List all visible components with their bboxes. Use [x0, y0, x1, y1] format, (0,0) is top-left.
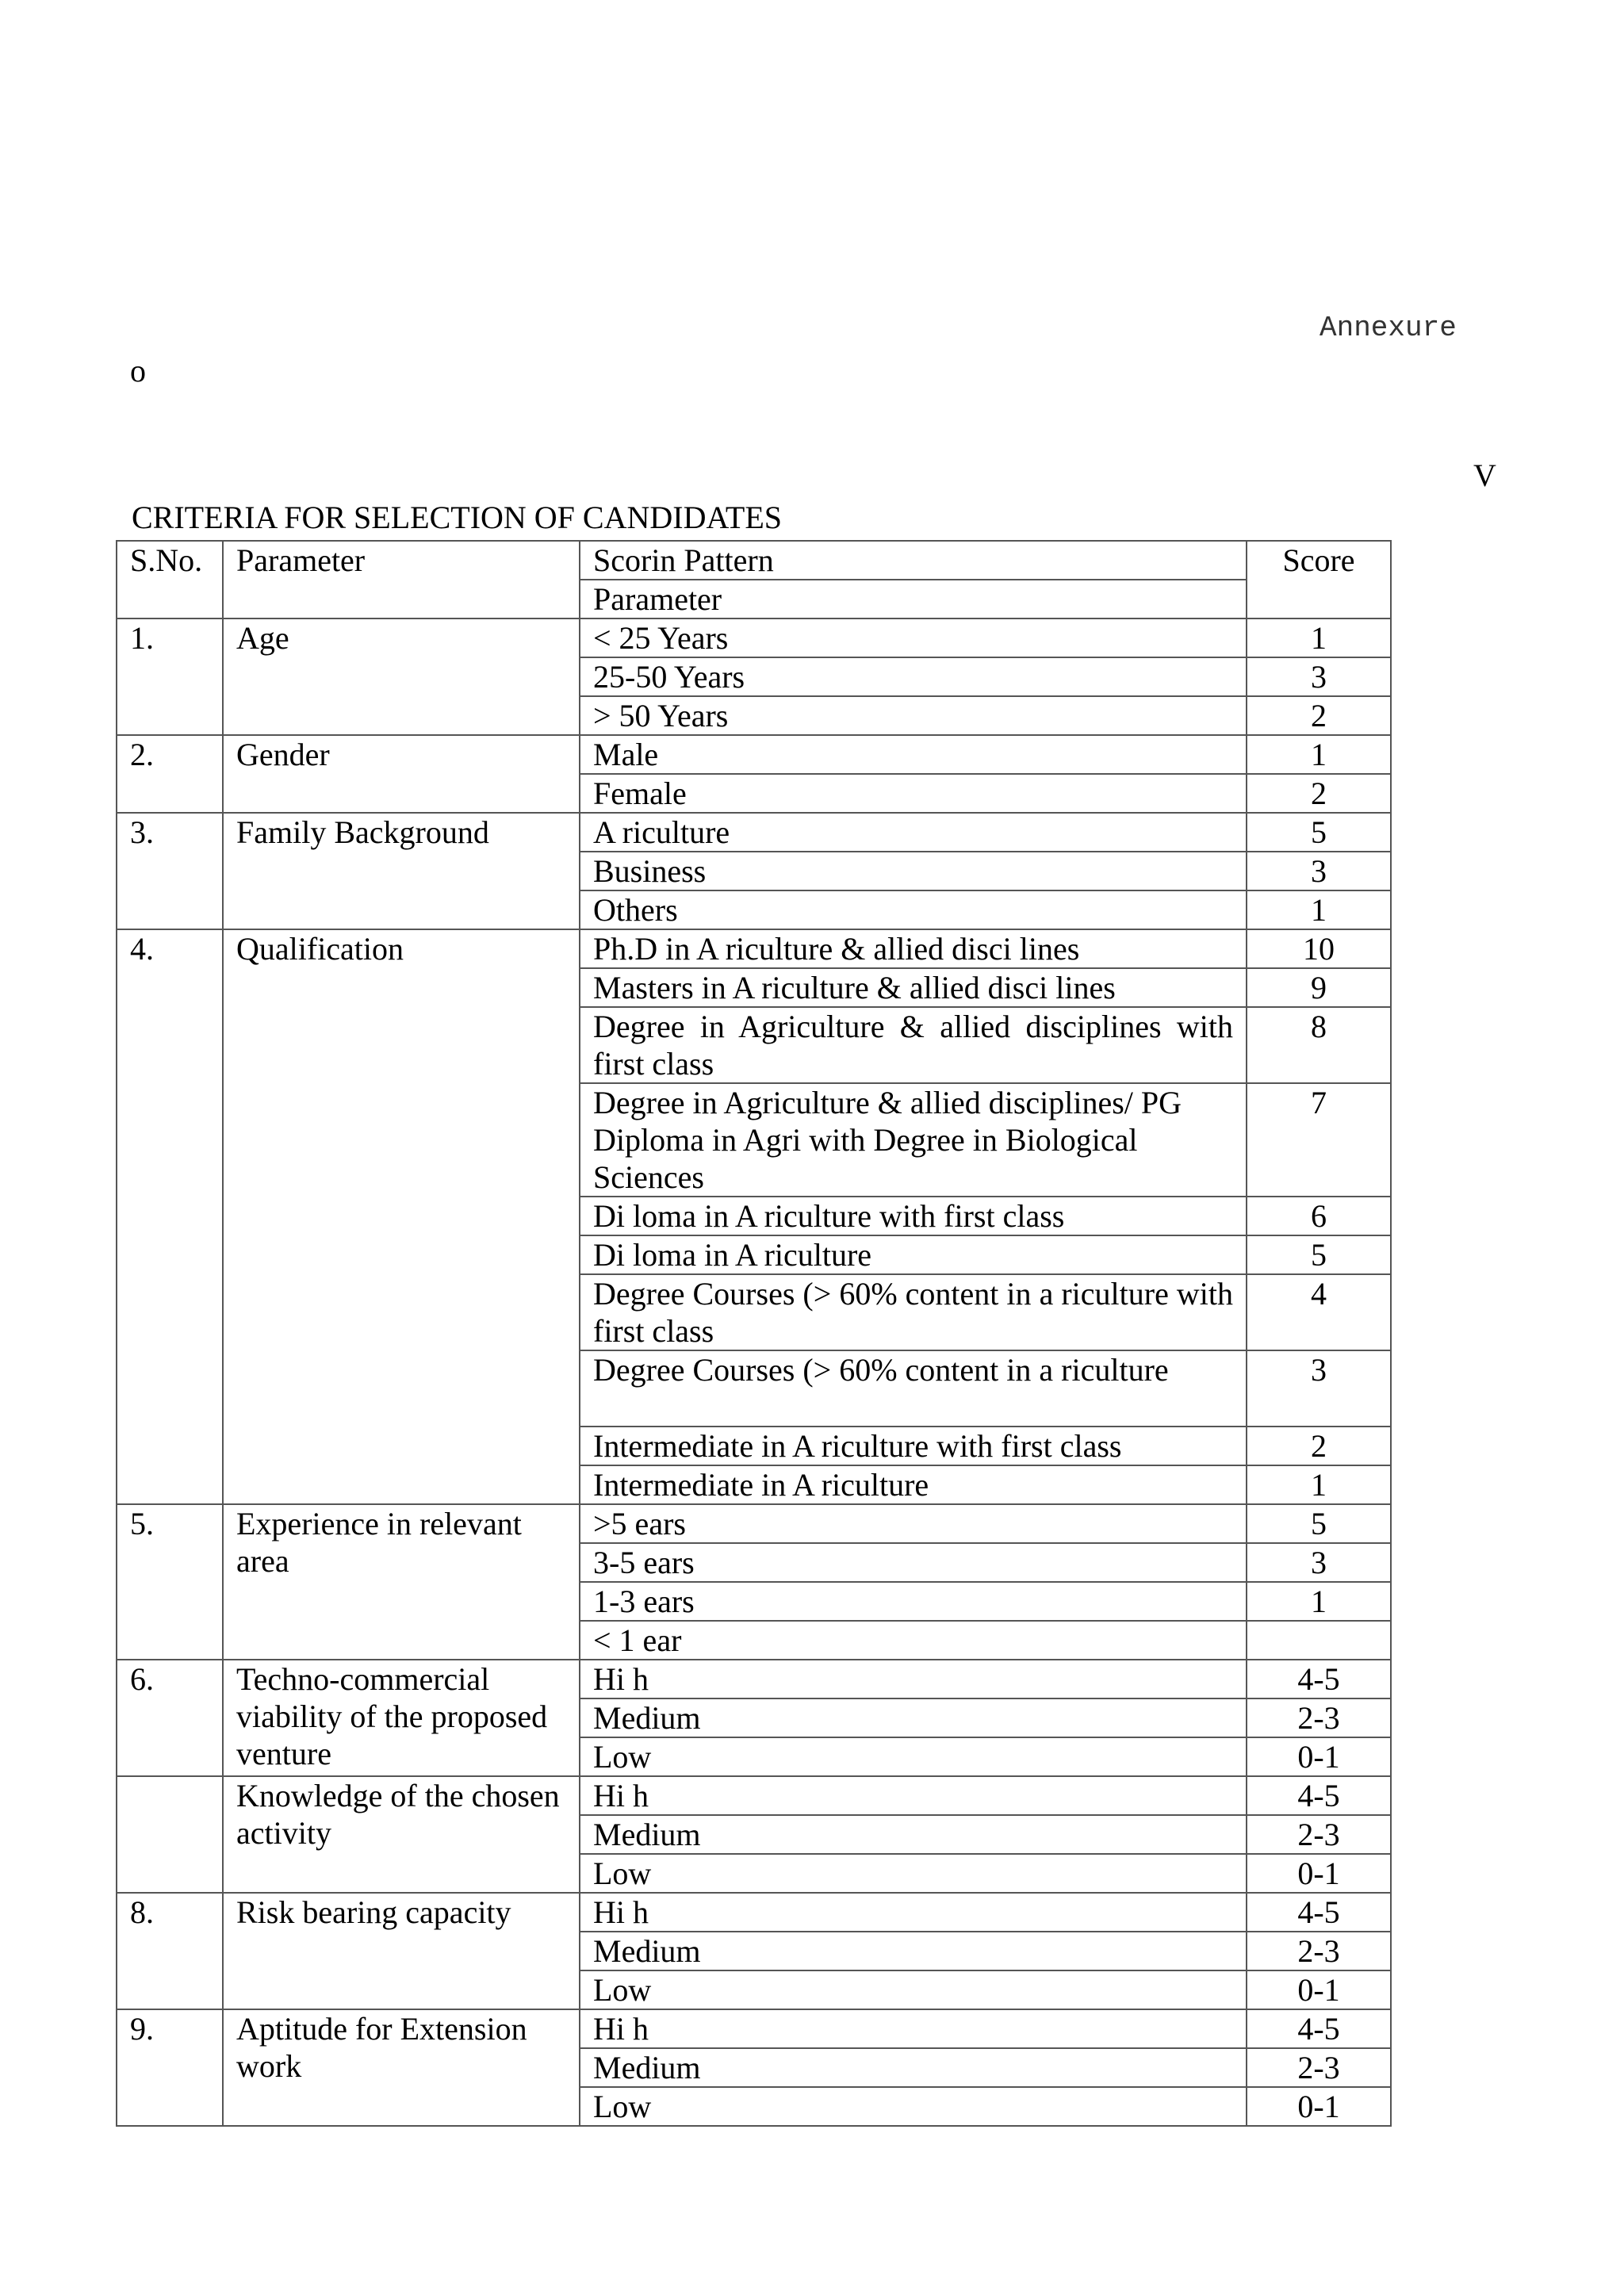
- cell-score: 1: [1247, 890, 1391, 929]
- cell-parameter: Gender: [223, 735, 580, 813]
- header-sno: S.No.: [117, 541, 223, 618]
- document-title: CRITERIA FOR SELECTION OF CANDIDATES: [132, 500, 783, 535]
- cell-scoring-pattern: Others: [580, 890, 1247, 929]
- cell-score: 6: [1247, 1197, 1391, 1235]
- cell-scoring-pattern: Hi h: [580, 1893, 1247, 1932]
- cell-sno: 5.: [117, 1504, 223, 1660]
- cell-scoring-pattern: >5 ears: [580, 1504, 1247, 1543]
- cell-sno: 4.: [117, 929, 223, 1504]
- cell-score: 7: [1247, 1083, 1391, 1197]
- cell-sno: 9.: [117, 2009, 223, 2126]
- cell-score: 1: [1247, 1465, 1391, 1504]
- cell-scoring-pattern: Degree in Agriculture & allied disciplines/ PG Diploma in Agri with Degree in Biological Sciences: [580, 1083, 1247, 1197]
- cell-scoring-pattern: Degree Courses (> 60% content in a riculture with first class: [580, 1274, 1247, 1350]
- table-row: [117, 735, 1391, 774]
- table-row: [117, 1776, 1391, 1815]
- cell-scoring-pattern: 3-5 ears: [580, 1543, 1247, 1582]
- cell-scoring-pattern: > 50 Years: [580, 696, 1247, 735]
- cell-scoring-pattern: 25-50 Years: [580, 657, 1247, 696]
- stray-letter-o: o: [130, 353, 146, 389]
- cell-scoring-pattern: Di loma in A riculture: [580, 1235, 1247, 1274]
- cell-sno: 8.: [117, 1893, 223, 2009]
- cell-score: 2-3: [1247, 1932, 1391, 1970]
- cell-scoring-pattern: A riculture: [580, 813, 1247, 852]
- cell-score: 5: [1247, 1504, 1391, 1543]
- cell-scoring-pattern: Low: [580, 1854, 1247, 1893]
- cell-score: 0-1: [1247, 1737, 1391, 1776]
- header-parameter: Parameter: [223, 541, 580, 618]
- cell-score: 0-1: [1247, 1970, 1391, 2009]
- cell-scoring-pattern: Hi h: [580, 2009, 1247, 2048]
- cell-score: 2-3: [1247, 2048, 1391, 2087]
- cell-score: 2: [1247, 1427, 1391, 1465]
- cell-scoring-pattern: Medium: [580, 1698, 1247, 1737]
- cell-score: 5: [1247, 813, 1391, 852]
- cell-score: 3: [1247, 657, 1391, 696]
- cell-score: [1247, 1621, 1391, 1660]
- cell-scoring-pattern: Di loma in A riculture with first class: [580, 1197, 1247, 1235]
- cell-scoring-pattern: Business: [580, 852, 1247, 890]
- cell-scoring-pattern: Intermediate in A riculture with first class: [580, 1427, 1247, 1465]
- cell-parameter: Experience in relevant area: [223, 1504, 580, 1660]
- cell-score: 3: [1247, 1543, 1391, 1582]
- header-score: Score: [1247, 541, 1391, 618]
- cell-score: 9: [1247, 968, 1391, 1007]
- cell-scoring-pattern: < 25 Years: [580, 618, 1247, 657]
- cell-parameter: Aptitude for Extension work: [223, 2009, 580, 2126]
- cell-scoring-pattern: Female: [580, 774, 1247, 813]
- cell-score: 1: [1247, 1582, 1391, 1621]
- cell-scoring-pattern: < 1 ear: [580, 1621, 1247, 1660]
- cell-score: 8: [1247, 1007, 1391, 1083]
- cell-score: 10: [1247, 929, 1391, 968]
- table-row: [117, 1504, 1391, 1543]
- cell-scoring-pattern: Ph.D in A riculture & allied disci lines: [580, 929, 1247, 968]
- cell-score: 1: [1247, 735, 1391, 774]
- cell-score: 1: [1247, 618, 1391, 657]
- table-row: [117, 1893, 1391, 1932]
- cell-score: 3: [1247, 1350, 1391, 1427]
- cell-score: 2: [1247, 774, 1391, 813]
- cell-parameter: Qualification: [223, 929, 580, 1504]
- cell-sno: 1.: [117, 618, 223, 735]
- table-row: [117, 618, 1391, 657]
- cell-scoring-pattern: Hi h: [580, 1660, 1247, 1698]
- cell-scoring-pattern: Hi h: [580, 1776, 1247, 1815]
- cell-score: 4-5: [1247, 1776, 1391, 1815]
- cell-parameter: Family Background: [223, 813, 580, 929]
- header-scoring-pattern: Scorin Pattern: [580, 541, 1247, 580]
- cell-scoring-pattern: Degree Courses (> 60% content in a riculture: [580, 1350, 1247, 1427]
- table-row: [117, 813, 1391, 852]
- table-header-row: [117, 541, 1391, 580]
- cell-scoring-pattern: Male: [580, 735, 1247, 774]
- cell-scoring-pattern: Medium: [580, 2048, 1247, 2087]
- cell-score: 5: [1247, 1235, 1391, 1274]
- table-row: [117, 929, 1391, 968]
- table-row: [117, 1660, 1391, 1698]
- cell-sno: [117, 1776, 223, 1893]
- annexure-label: Annexure: [1320, 312, 1457, 344]
- header-scoring-sub: Parameter: [580, 580, 1247, 618]
- cell-parameter: Techno-commercial viability of the proposed venture: [223, 1660, 580, 1776]
- criteria-table-body: [117, 541, 1391, 2126]
- cell-score: 0-1: [1247, 1854, 1391, 1893]
- cell-scoring-pattern: Degree in Agriculture & allied disciplines with first class: [580, 1007, 1247, 1083]
- cell-scoring-pattern: Medium: [580, 1815, 1247, 1854]
- cell-score: 0-1: [1247, 2087, 1391, 2126]
- cell-scoring-pattern: Intermediate in A riculture: [580, 1465, 1247, 1504]
- table-row: [117, 2009, 1391, 2048]
- cell-score: 2: [1247, 696, 1391, 735]
- cell-parameter: Knowledge of the chosen activity: [223, 1776, 580, 1893]
- cell-scoring-pattern: Masters in A riculture & allied disci lines: [580, 968, 1247, 1007]
- cell-scoring-pattern: Medium: [580, 1932, 1247, 1970]
- cell-sno: 3.: [117, 813, 223, 929]
- cell-parameter: Risk bearing capacity: [223, 1893, 580, 2009]
- cell-scoring-pattern: 1-3 ears: [580, 1582, 1247, 1621]
- cell-scoring-pattern: Low: [580, 1737, 1247, 1776]
- cell-score: 4: [1247, 1274, 1391, 1350]
- stray-letter-v: V: [1473, 458, 1496, 493]
- cell-sno: 2.: [117, 735, 223, 813]
- cell-score: 4-5: [1247, 1660, 1391, 1698]
- cell-score: 4-5: [1247, 2009, 1391, 2048]
- cell-score: 3: [1247, 852, 1391, 890]
- cell-parameter: Age: [223, 618, 580, 735]
- cell-score: 2-3: [1247, 1815, 1391, 1854]
- cell-scoring-pattern: Low: [580, 2087, 1247, 2126]
- cell-score: 4-5: [1247, 1893, 1391, 1932]
- criteria-table: [116, 540, 1392, 2127]
- cell-scoring-pattern: Low: [580, 1970, 1247, 2009]
- cell-sno: 6.: [117, 1660, 223, 1776]
- cell-score: 2-3: [1247, 1698, 1391, 1737]
